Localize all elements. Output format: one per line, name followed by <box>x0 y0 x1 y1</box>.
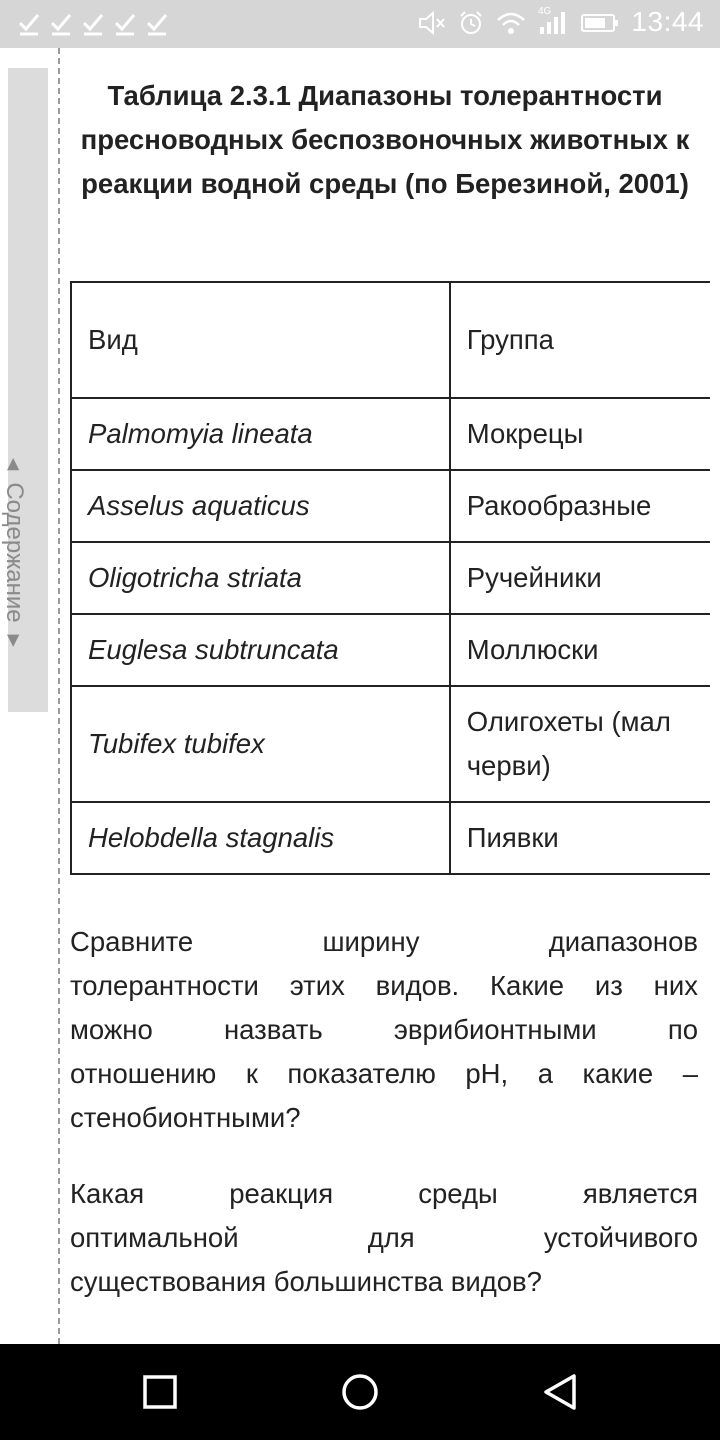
table-row <box>71 802 710 874</box>
word: толерантности <box>70 970 259 1001</box>
para-line <box>70 964 698 1008</box>
table-row <box>71 686 710 802</box>
word: показателю <box>287 1058 436 1089</box>
word: для <box>367 1222 415 1253</box>
word: эврибионтными <box>393 1014 597 1045</box>
group-cell: Моллюски <box>450 614 710 686</box>
word: – <box>682 1058 698 1089</box>
word: видов. <box>375 970 460 1001</box>
para-line <box>70 1172 698 1216</box>
clock: 13:44 <box>631 6 704 37</box>
table-title: Таблица 2.3.1 Диапазоны толерантности пресноводных беспозвоночных животных к реакции водной среды (по Березиной, 2001) <box>80 80 690 199</box>
contents-side-tab[interactable] <box>1 68 48 712</box>
header-group: Группа <box>450 282 710 398</box>
group-cell: Мокрецы <box>450 398 710 470</box>
word: pH, <box>465 1058 509 1089</box>
header-species: Вид <box>71 282 450 398</box>
species-table <box>70 281 710 875</box>
check-icon <box>114 10 136 36</box>
triangle-left-icon: ◀ <box>5 458 22 471</box>
check-icon <box>50 10 72 36</box>
table-row <box>71 614 710 686</box>
species-cell: Asselus aquaticus <box>71 470 450 542</box>
contents-tab-label: Содержание <box>1 482 28 623</box>
table-row <box>71 542 710 614</box>
word: этих <box>289 970 345 1001</box>
group-cell: Ручейники <box>450 542 710 614</box>
battery-icon <box>580 10 620 36</box>
word: ширину <box>322 926 420 957</box>
word: из <box>594 970 623 1001</box>
group-cell: Пиявки <box>450 802 710 874</box>
table-header-row <box>71 282 710 398</box>
word: можно <box>70 1014 153 1045</box>
check-icon <box>146 10 168 36</box>
check-icon <box>18 10 40 36</box>
triangle-right-icon: ▶ <box>5 634 22 647</box>
group-cell-line2: черви) <box>466 750 551 781</box>
para-line <box>70 1008 698 1052</box>
para-line <box>70 1052 698 1096</box>
mute-icon <box>418 10 446 36</box>
word: Сравните <box>70 926 194 957</box>
word: среды <box>418 1178 498 1209</box>
para-line: существования большинства видов? <box>70 1266 542 1297</box>
question-paragraph-1 <box>70 920 698 1140</box>
species-cell: Palmomyia lineata <box>71 398 450 470</box>
para-line: стенобионтными? <box>70 1102 301 1133</box>
species-cell: Tubifex tubifex <box>71 686 450 802</box>
table-row <box>71 398 710 470</box>
word: реакция <box>229 1178 334 1209</box>
system-icons <box>418 6 620 36</box>
network-label: 4G <box>538 6 552 17</box>
notification-icons <box>18 10 168 36</box>
word: по <box>667 1014 698 1045</box>
group-cell-line1: Олигохеты (мал <box>466 706 671 737</box>
group-cell <box>450 686 710 802</box>
para-line <box>70 920 698 964</box>
home-button[interactable] <box>340 1372 380 1412</box>
square-icon <box>140 1372 180 1412</box>
status-bar <box>0 0 720 48</box>
species-cell: Helobdella stagnalis <box>71 802 450 874</box>
para-line <box>70 1216 698 1260</box>
recent-apps-button[interactable] <box>140 1372 180 1412</box>
word: какие <box>582 1058 654 1089</box>
species-cell: Euglesa subtruncata <box>71 614 450 686</box>
triangle-back-icon <box>540 1372 580 1412</box>
word: Какие <box>490 970 565 1001</box>
alarm-icon <box>458 10 484 36</box>
word: оптимальной <box>70 1222 239 1253</box>
wifi-icon <box>496 10 526 36</box>
circle-icon <box>340 1372 380 1412</box>
check-icon <box>82 10 104 36</box>
word: а <box>537 1058 553 1089</box>
table-row <box>71 470 710 542</box>
word: к <box>245 1058 258 1089</box>
para-line-text <box>70 920 698 964</box>
back-button[interactable] <box>540 1372 580 1412</box>
word: назвать <box>223 1014 323 1045</box>
species-cell: Oligotricha striata <box>71 542 450 614</box>
word: устойчивого <box>543 1222 698 1253</box>
signal-icon <box>538 6 568 36</box>
question-paragraph-2 <box>70 1172 698 1304</box>
word: них <box>653 970 698 1001</box>
navigation-bar <box>0 1344 720 1440</box>
word: диапазонов <box>548 926 698 957</box>
word: является <box>582 1178 698 1209</box>
group-cell: Ракообразные <box>450 470 710 542</box>
word: отношению <box>70 1058 217 1089</box>
word: Какая <box>70 1178 145 1209</box>
